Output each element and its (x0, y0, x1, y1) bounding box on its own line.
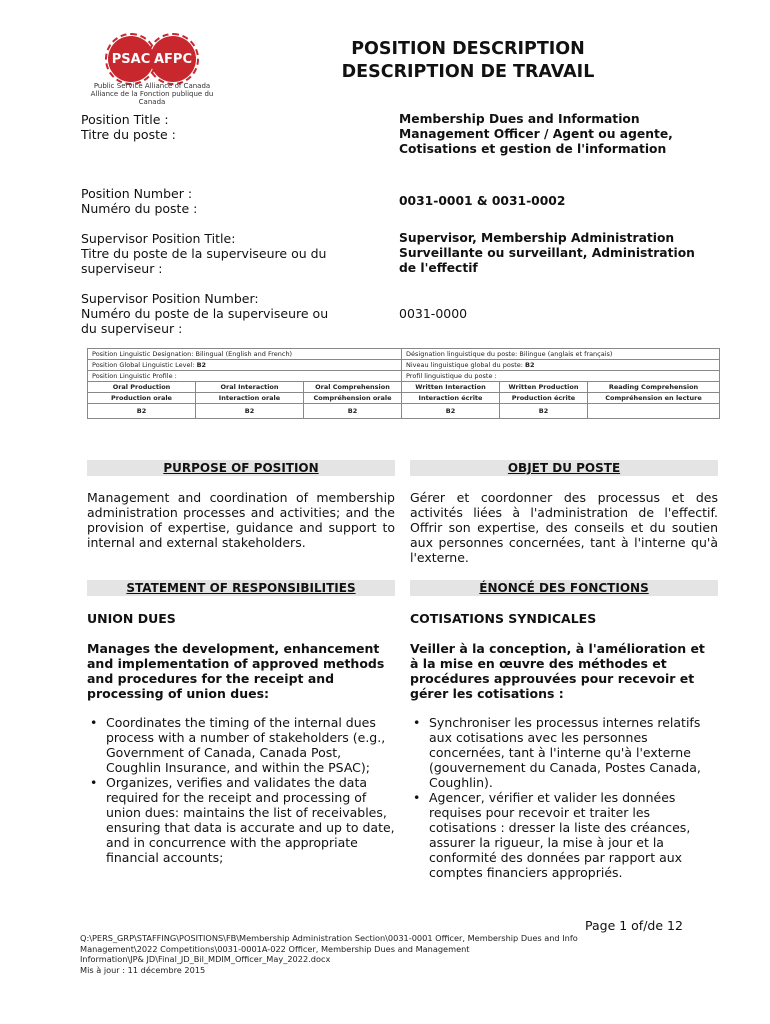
value-line: de l'effectif (399, 261, 478, 275)
union-dues-subheading-fr: COTISATIONS SYNDICALES (410, 611, 597, 626)
designation-fr: Désignation linguistique du poste: Bilingue (anglais et français) (402, 349, 720, 360)
footer-path (80, 933, 700, 975)
header-en: Oral Production (88, 382, 196, 393)
level-cell (588, 404, 720, 419)
table-row (88, 349, 720, 360)
value-line: Surveillante ou surveillant, Administration (399, 246, 695, 260)
header-fr: Interaction orale (196, 393, 304, 404)
purpose-text-fr: Gérer et coordonner des processus et des activités liées à l'administration de l'effectif. Offrir son expertise, des conseils et du soutien aux personnes concernées, tant à l'interne qu'à l'externe. (410, 490, 718, 565)
table-row (88, 404, 720, 419)
bullets-fr (410, 715, 710, 880)
bullets-en (87, 715, 397, 865)
list-item (87, 715, 397, 775)
label-fr: Numéro du poste : (81, 201, 198, 216)
header-en: Written Interaction (402, 382, 500, 393)
level-cell: B2 (88, 404, 196, 419)
footer-line: Information\JP& JD\Final_JD_Bil_MDIM_Officer_May_2022.docx (80, 954, 331, 964)
value-line: Cotisations et gestion de l'information (399, 142, 667, 156)
label-fr: Titre du poste : (81, 127, 176, 142)
profile-en: Position Linguistic Profile : (88, 371, 402, 382)
position-number-label (81, 186, 197, 216)
bullet-text: Synchroniser les processus internes relatifs aux cotisations avec les personnes concernées, tant à l'interne qu'à l'externe (gouvernement du Canada, Postes Canada, Coughlin). (429, 715, 701, 790)
purpose-text-en: Management and coordination of membership administration processes and activities; and the provision of expertise, guidance and support to internal and external stakeholders. (87, 490, 395, 550)
level-cell: B2 (196, 404, 304, 419)
bullet-icon: • (90, 715, 98, 730)
bullet-text: Coordinates the timing of the internal dues process with a number of stakeholders (e.g., Government of Canada, Canada Post, Coughlin Insurance, and within the PSAC); (106, 715, 386, 775)
footer-updated: Mis à jour : 11 décembre 2015 (80, 964, 206, 975)
purpose-heading-en: PURPOSE OF POSITION (87, 460, 395, 476)
value-line: Supervisor, Membership Administration (399, 231, 675, 245)
bullet-icon: • (413, 715, 421, 730)
table-row (88, 371, 720, 382)
position-number-value: 0031-0001 & 0031-0002 (399, 194, 566, 208)
header-fr: Production orale (88, 393, 196, 404)
document-title (300, 38, 636, 84)
responsibilities-heading-fr: ÉNONCÉ DES FONCTIONS (410, 580, 718, 596)
title-en: POSITION DESCRIPTION (351, 39, 585, 59)
list-item (410, 715, 710, 790)
footer-line: Management\2022 Competitions\0031-0001A-022 Officer, Membership Dues and Management (80, 943, 470, 954)
linguistic-profile-table (87, 348, 720, 419)
label-line: du superviseur : (81, 321, 183, 336)
header-fr: Compréhension en lecture (588, 393, 720, 404)
value-line: Membership Dues and Information (399, 112, 640, 126)
global-level-fr: Niveau linguistique global du poste: B2 (402, 360, 720, 371)
header-en: Reading Comprehension (588, 382, 720, 393)
label-line: Titre du poste de la superviseure ou du (81, 246, 327, 261)
supervisor-title-label (81, 231, 326, 276)
logo-afpc-badge: AFPC (150, 36, 196, 82)
header-en: Oral Interaction (196, 382, 304, 393)
profile-fr: Profil linguistique du poste : (402, 371, 720, 382)
bullet-text: Organizes, verifies and validates the data required for the receipt and processing of union dues: maintains the list of receivables, ensuring that data is accurate and up to date, and in concurrence with the appropriate financial accounts; (106, 775, 395, 865)
list-item (87, 775, 397, 865)
header-fr: Production écrite (500, 393, 588, 404)
purpose-heading-fr: OBJET DU POSTE (410, 460, 718, 476)
header-en: Written Production (500, 382, 588, 393)
designation-en: Position Linguistic Designation: Bilingual (English and French) (88, 349, 402, 360)
footer-line: Q:\PERS_GRP\STAFFING\POSITIONS\FB\Membership Administration Section\0031-0001 Officer, Membership Dues and Info (80, 933, 578, 943)
logo-caption-fr: Alliance de la Fonction publique du Canada (90, 90, 214, 106)
logo-caption-en: Public Service Alliance of Canada (93, 82, 211, 90)
level-cell: B2 (402, 404, 500, 419)
supervisor-number-value: 0031-0000 (399, 306, 468, 321)
page-number: Page 1 of/de 12 (585, 918, 683, 933)
bullet-icon: • (90, 775, 98, 790)
value-line: Management Officer / Agent ou agente, (399, 127, 673, 141)
level-cell: B2 (500, 404, 588, 419)
table-row (88, 382, 720, 393)
level-cell: B2 (304, 404, 402, 419)
supervisor-title-value (399, 231, 695, 276)
header-fr: Interaction écrite (402, 393, 500, 404)
label-en: Position Number : (81, 186, 193, 201)
list-item (410, 790, 710, 880)
responsibilities-heading-en: STATEMENT OF RESPONSIBILITIES (87, 580, 395, 596)
label-en: Position Title : (81, 112, 169, 127)
bullet-icon: • (413, 790, 421, 805)
label-line: superviseur : (81, 261, 163, 276)
global-level-en: Position Global Linguistic Level: B2 (88, 360, 402, 371)
table-row (88, 393, 720, 404)
union-dues-subheading-en: UNION DUES (87, 611, 176, 626)
intro-en: Manages the development, enhancement and implementation of approved methods and procedures for the receipt and processing of union dues: (87, 641, 385, 701)
title-fr: DESCRIPTION DE TRAVAIL (341, 62, 595, 82)
label-line: Supervisor Position Number: (81, 291, 259, 306)
intro-fr: Veiller à la conception, à l'amélioration et à la mise en œuvre des méthodes et procédures approuvées pour recevoir et gérer les cotisations : (410, 641, 705, 701)
position-title-value (399, 112, 673, 157)
label-line: Supervisor Position Title: (81, 231, 236, 246)
logo-psac-badge: PSAC (108, 36, 154, 82)
header-en: Oral Comprehension (304, 382, 402, 393)
label-line: Numéro du poste de la superviseure ou (81, 306, 329, 321)
position-title-label (81, 112, 176, 142)
psac-logo (78, 36, 226, 106)
supervisor-number-label (81, 291, 328, 336)
header-fr: Compréhension orale (304, 393, 402, 404)
bullet-text: Agencer, vérifier et valider les données requises pour recevoir et traiter les cotisations : dresser la liste des créances, assurer la rigueur, la mise à jour et la conformité des données par rapport aux comptes financiers appropriés. (429, 790, 691, 880)
table-row (88, 360, 720, 371)
